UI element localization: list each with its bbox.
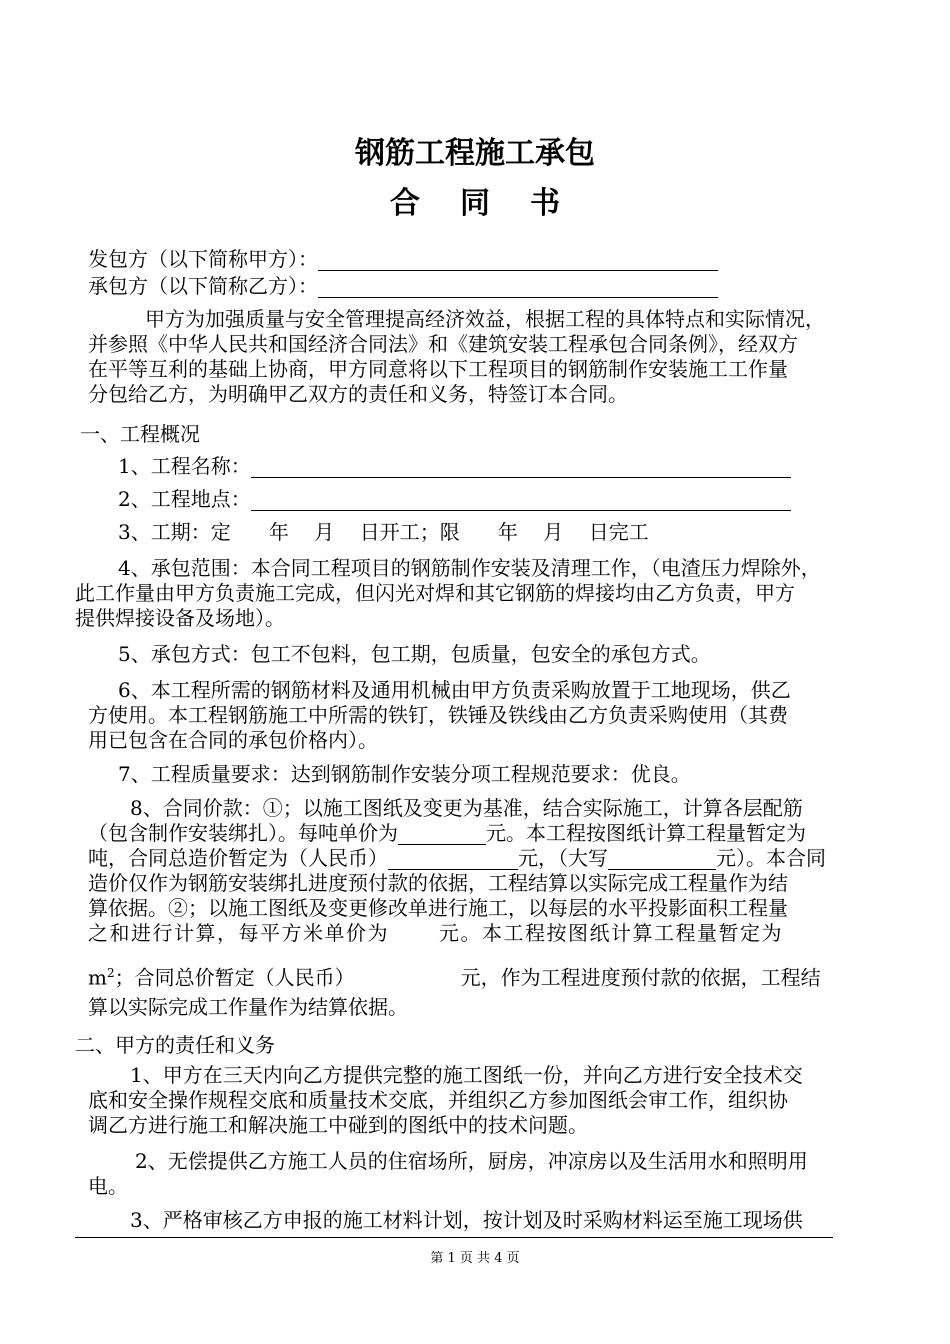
intro-line: 在平等互利的基础上协商，甲方同意将以下工程项目的钢筋制作安装施工工作量	[88, 357, 788, 381]
price-text: 吨，合同总造价暂定为（人民币）	[88, 846, 388, 870]
project-name-blank	[251, 457, 791, 478]
price-line	[88, 921, 783, 945]
price-text: ；合同总价暂定（人民币）	[114, 965, 355, 990]
price-line: 造价仅作为钢筋安装绑扎进度预付款的依据，工程结算以实际完成工程量作为结	[88, 871, 788, 895]
project-name-label: 1、工程名称：	[118, 454, 251, 478]
party-a-line	[88, 247, 718, 271]
document-subtitle: 合同书	[390, 186, 600, 221]
price-line: 8、合同价款：①；以施工图纸及变更为基准，结合实际施工，计算各层配筋	[130, 796, 803, 820]
materials-line: 6、本工程所需的钢筋材料及通用机械由甲方负责采购放置于工地现场，供乙	[118, 678, 791, 702]
duty-line: 2、无偿提供乙方施工人员的住宿场所，厨房，冲凉房以及生活用水和照明用	[135, 1149, 808, 1173]
duty-line: 1、甲方在三天内向乙方提供完整的施工图纸一份，并向乙方进行安全技术交	[130, 1063, 803, 1087]
section-heading: 一、工程概况	[80, 422, 200, 446]
price-text: 元，作为工程进度预付款的依据，工程结	[460, 965, 821, 990]
price-text: 元。本工程按图纸计算工程量暂定为	[439, 921, 783, 945]
schedule-line: 3、工期：定 年 月 日开工；限 年 月 日完工	[118, 520, 649, 544]
project-location-line	[118, 487, 791, 511]
total-price-words-blank	[608, 849, 716, 870]
price-text: 之和进行计算，每平方米单价为	[88, 921, 389, 945]
price-line: 算依据。②；以施工图纸及变更修改单进行施工，以每层的水平投影面积工程量	[88, 896, 788, 920]
party-a-blank	[318, 250, 718, 271]
price-text: 元，（大写	[518, 846, 608, 870]
project-location-label: 2、工程地点：	[118, 487, 251, 511]
price-text: （包含制作安装绑扎）。每吨单价为	[88, 821, 398, 845]
quality-line: 7、工程质量要求：达到钢筋制作安装分项工程规范要求：优良。	[118, 762, 691, 786]
duty-line: 3、严格审核乙方申报的施工材料计划，按计划及时采购材料运至施工现场供	[130, 1208, 803, 1232]
party-b-label: 承包方（以下简称乙方）：	[88, 274, 318, 298]
intro-line: 分包给乙方，为明确甲乙双方的责任和义务，特签订本合同。	[88, 382, 628, 406]
project-location-blank	[251, 490, 791, 511]
price-text: 元。本工程按图纸计算工程量暂定为	[486, 821, 806, 845]
total-price-blank	[388, 849, 518, 870]
scope-line: 此工作量由甲方负责施工完成，但闪光对焊和其它钢筋的焊接均由乙方负责，甲方	[75, 581, 795, 605]
materials-line: 用已包含在合同的承包价格内）。	[88, 728, 378, 752]
party-b-blank	[318, 277, 718, 298]
price-text: m	[88, 965, 107, 990]
price-text: 元）。本合同	[716, 846, 826, 870]
duty-line: 底和安全操作规程交底和质量技术交底，并组织乙方参加图纸会审工作，组织协	[88, 1088, 788, 1112]
intro-line: 并参照《中华人民共和国经济合同法》和《建筑安装工程承包合同条例》，经双方	[88, 332, 798, 356]
section-heading: 二、甲方的责任和义务	[75, 1033, 275, 1057]
party-a-label: 发包方（以下简称甲方）：	[88, 247, 318, 271]
superscript: 2	[106, 966, 115, 980]
price-line	[88, 821, 806, 845]
project-name-line	[118, 454, 791, 478]
document-title: 钢筋工程施工承包	[355, 136, 595, 171]
contract-method-line: 5、承包方式：包工不包料，包工期，包质量，包安全的承包方式。	[118, 642, 711, 666]
price-line	[88, 846, 826, 870]
duty-line: 电。	[88, 1174, 128, 1198]
party-b-line	[88, 274, 718, 298]
footer-divider	[75, 1237, 833, 1238]
scope-line: 4、承包范围：本合同工程项目的钢筋制作安装及清理工作，（电渣压力焊除外，	[118, 556, 821, 580]
materials-line: 方使用。本工程钢筋施工中所需的铁钉，铁锤及铁线由乙方负责采购使用（其费	[88, 703, 788, 727]
unit-price-blank	[398, 824, 486, 845]
price-line	[88, 961, 821, 990]
page-number: 第 1 页 共 4 页	[430, 1251, 520, 1266]
duty-line: 调乙方进行施工和解决施工中碰到的图纸中的技术问题。	[88, 1113, 588, 1137]
scope-line: 提供焊接设备及场地）。	[75, 606, 285, 630]
price-line: 算以实际完成工作量作为结算依据。	[88, 995, 408, 1019]
intro-line: 甲方为加强质量与安全管理提高经济效益，根据工程的具体特点和实际情况，	[145, 307, 825, 331]
